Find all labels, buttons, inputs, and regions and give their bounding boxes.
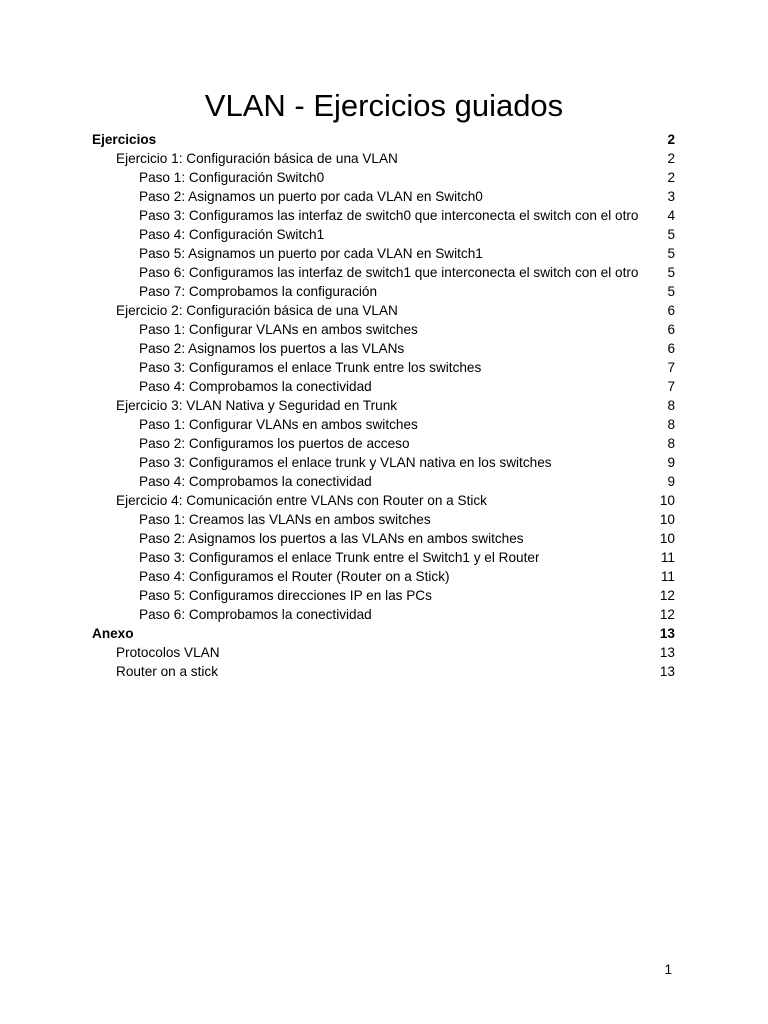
toc-step[interactable] [92,263,675,282]
toc-step[interactable] [92,548,675,567]
toc-entry-label: Paso 7: Comprobamos la configuración [139,284,378,299]
toc-step[interactable] [92,605,675,624]
toc-entry-label: Paso 1: Creamos las VLANs en ambos switches [139,512,431,527]
toc-entry-label: Router on a stick [116,664,218,679]
toc-entry-label: Paso 4: Comprobamos la conectividad [139,474,372,489]
page-title: VLAN - Ejercicios guiados [204,88,564,123]
toc-entry-label: Paso 4: Configuramos el Router (Router on a Stick) [139,569,450,584]
toc-entry-page: 12 [659,588,675,603]
toc-entry-label: Ejercicios [92,132,157,147]
toc-entry-label: Ejercicio 2: Configuración básica de una VLAN [116,303,398,318]
toc-section[interactable] [92,624,675,643]
toc-entry-page: 6 [667,322,675,337]
toc-entry-label: Ejercicio 3: VLAN Nativa y Seguridad en Trunk [116,398,398,413]
toc-subsection[interactable] [92,491,675,510]
toc-entry-page: 9 [667,474,675,489]
toc-step[interactable] [92,377,675,396]
toc-subsection[interactable] [92,662,675,681]
toc-entry-label: Paso 1: Configuración Switch0 [139,170,325,185]
toc-entry-label: Paso 4: Comprobamos la conectividad [139,379,372,394]
toc-step[interactable] [92,187,675,206]
toc-step[interactable] [92,244,675,263]
toc-entry-page: 10 [659,493,675,508]
toc-entry-page: 2 [667,151,675,166]
toc-entry-label: Paso 3: Configuramos el enlace trunk y VLAN nativa en los switches [139,455,552,470]
toc-entry-page: 2 [667,132,675,147]
toc-entry-page: 13 [659,626,675,641]
toc-entry-page: 9 [667,455,675,470]
toc-entry-label: Paso 2: Configuramos los puertos de acceso [139,436,410,451]
toc-step[interactable] [92,434,675,453]
toc-entry-page: 13 [659,664,675,679]
toc-subsection[interactable] [92,396,675,415]
toc-entry-page: 7 [667,379,675,394]
toc-entry-page: 12 [659,607,675,622]
toc-entry-page: 8 [667,436,675,451]
table-of-contents [92,130,675,681]
toc-entry-label: Paso 2: Asignamos un puerto por cada VLAN en Switch0 [139,189,483,204]
toc-step[interactable] [92,358,675,377]
toc-step[interactable] [92,339,675,358]
toc-entry-page: 8 [667,417,675,432]
toc-entry-label: Paso 6: Comprobamos la conectividad [139,607,372,622]
toc-entry-page: 6 [667,341,675,356]
toc-step[interactable] [92,586,675,605]
toc-subsection[interactable] [92,301,675,320]
toc-entry-label: Ejercicio 1: Configuración básica de una VLAN [116,151,398,166]
toc-step[interactable] [92,510,675,529]
toc-entry-page: 11 [660,550,675,565]
toc-section[interactable] [92,130,675,149]
toc-entry-label: Paso 3: Configuramos las interfaz de switch0 que interconecta el switch con el otro [139,208,639,223]
toc-subsection[interactable] [92,643,675,662]
toc-entry-label: Paso 5: Asignamos un puerto por cada VLAN en Switch1 [139,246,483,261]
toc-entry-page: 5 [667,284,675,299]
toc-step[interactable] [92,529,675,548]
toc-entry-page: 5 [667,265,675,280]
toc-step[interactable] [92,415,675,434]
toc-entry-page: 5 [667,246,675,261]
toc-entry-page: 10 [659,531,675,546]
toc-subsection[interactable] [92,149,675,168]
toc-entry-label: Protocolos VLAN [116,645,220,660]
page-number: 1 [664,962,672,977]
toc-entry-label: Anexo [92,626,134,641]
toc-entry-label: Paso 3: Configuramos el enlace Trunk entre los switches [139,360,482,375]
toc-entry-page: 2 [667,170,675,185]
toc-step[interactable] [92,472,675,491]
toc-entry-label: Paso 2: Asignamos los puertos a las VLANs en ambos switches [139,531,524,546]
toc-entry-label: Paso 6: Configuramos las interfaz de switch1 que interconecta el switch con el otro [139,265,639,280]
toc-entry-label: Paso 1: Configurar VLANs en ambos switches [139,322,418,337]
toc-entry-page: 10 [659,512,675,527]
toc-entry-page: 4 [667,208,675,223]
toc-step[interactable] [92,206,675,225]
toc-entry-page: 13 [659,645,675,660]
toc-entry-label: Paso 1: Configurar VLANs en ambos switches [139,417,418,432]
toc-entry-page: 11 [660,569,675,584]
toc-entry-label: Paso 5: Configuramos direcciones IP en las PCs [139,588,432,603]
toc-entry-page: 6 [667,303,675,318]
toc-entry-label: Ejercicio 4: Comunicación entre VLANs con Router on a Stick [116,493,487,508]
toc-step[interactable] [92,168,675,187]
toc-entry-page: 5 [667,227,675,242]
toc-entry-page: 7 [667,360,675,375]
toc-step[interactable] [92,282,675,301]
toc-step[interactable] [92,225,675,244]
toc-entry-page: 3 [667,189,675,204]
toc-step[interactable] [92,453,675,472]
toc-step[interactable] [92,567,675,586]
toc-entry-page: 8 [667,398,675,413]
toc-entry-label: Paso 4: Configuración Switch1 [139,227,325,242]
toc-entry-label: Paso 2: Asignamos los puertos a las VLANs [139,341,405,356]
toc-step[interactable] [92,320,675,339]
toc-entry-label: Paso 3: Configuramos el enlace Trunk entre el Switch1 y el Router [139,550,540,565]
